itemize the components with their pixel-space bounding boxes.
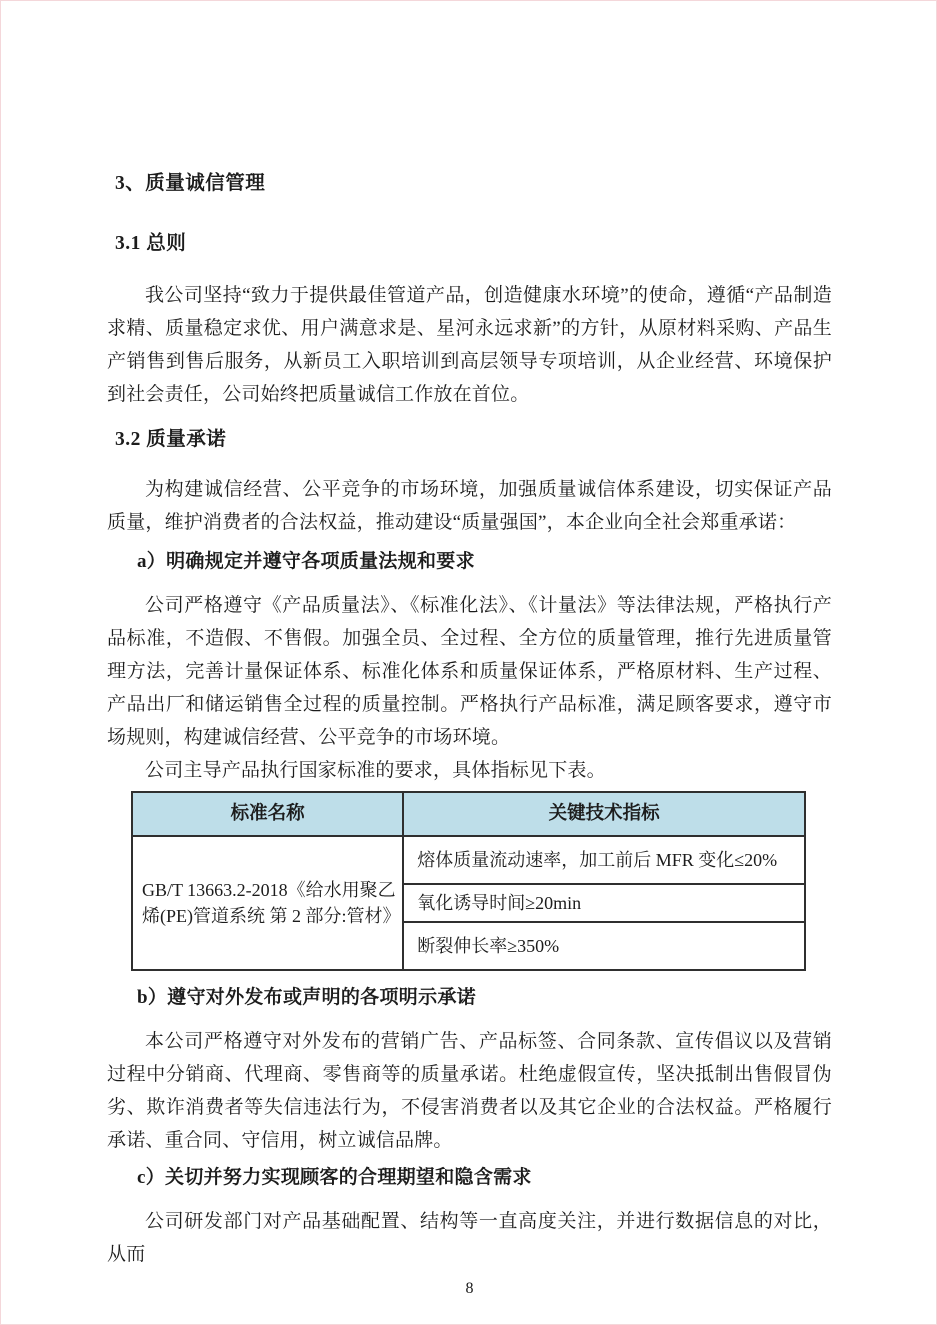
item-c-title: c）关切并努力实现顾客的合理期望和隐含需求 [137,1167,532,1188]
item-b-title: b）遵守对外发布或声明的各项明示承诺 [137,987,476,1008]
chapter-title: 3、质量诚信管理 [115,173,266,194]
section-3-1-title: 3.1 总则 [115,233,187,254]
section-3-2-title: 3.2 质量承诺 [115,429,227,450]
table-header-standard-name: 标准名称 [132,792,403,836]
page-number: 8 [465,1280,474,1297]
table-intro-paragraph: 公司主导产品执行国家标准的要求，具体指标见下表。 [145,760,606,781]
item-a-paragraph: 公司严格遵守《产品质量法》、《标准化法》、《计量法》等法律法规，严格执行产品标准，不造假、不售假。加强全员、全过程、全方位的质量管理，推行先进质量管理方法，完善计量保证体系、标准化体系和质量保证体系，严格原材料、生产过程、产品出厂和储运销售全过程的质量控制。严格执行产品标准，满足顾客要求，遵守市场规则，构建诚信经营、公平竞争的市场环境。 [107,595,832,748]
item-a-title: a）明确规定并遵守各项质量法规和要求 [137,551,475,572]
standard-name-cell: GB/T 13663.2-2018《给水用聚乙烯(PE)管道系统 第 2 部分:管材》 [132,836,403,970]
item-c-paragraph: 公司研发部门对产品基础配置、结构等一直高度关注，并进行数据信息的对比，从而 [107,1211,832,1265]
standards-table [131,791,806,971]
item-b-paragraph: 本公司严格遵守对外发布的营销广告、产品标签、合同条款、宣传倡议以及营销过程中分销商、代理商、零售商等的质量承诺。杜绝虚假宣传，坚决抵制出售假冒伪劣、欺诈消费者等失信违法行为，不侵害消费者以及其它企业的合法权益。严格履行承诺、重合同、守信用，树立诚信品牌。 [107,1031,832,1151]
section-3-1-paragraph: 我公司坚持“致力于提供最佳管道产品，创造健康水环境”的使命，遵循“产品制造求精、质量稳定求优、用户满意求是、星河永远求新”的方针，从原材料采购、产品生产销售到售后服务，从新员工入职培训到高层领导专项培训，从企业经营、环境保护到社会责任，公司始终把质量诚信工作放在首位。 [107,285,832,405]
section-3-2-intro-paragraph: 为构建诚信经营、公平竞争的市场环境，加强质量诚信体系建设，切实保证产品质量，维护消费者的合法权益，推动建设“质量强国”，本企业向全社会郑重承诺： [107,479,832,533]
indicator-cell-oxidation: 氧化诱导时间≥20min [403,884,805,922]
table-header-key-indicators: 关键技术指标 [403,792,805,836]
table-row [132,836,805,884]
table-header-row [132,792,805,836]
indicator-cell-mfr: 熔体质量流动速率，加工前后 MFR 变化≤20% [403,836,805,884]
document-content [1,1,936,1301]
indicator-cell-elongation: 断裂伸长率≥350% [403,922,805,970]
